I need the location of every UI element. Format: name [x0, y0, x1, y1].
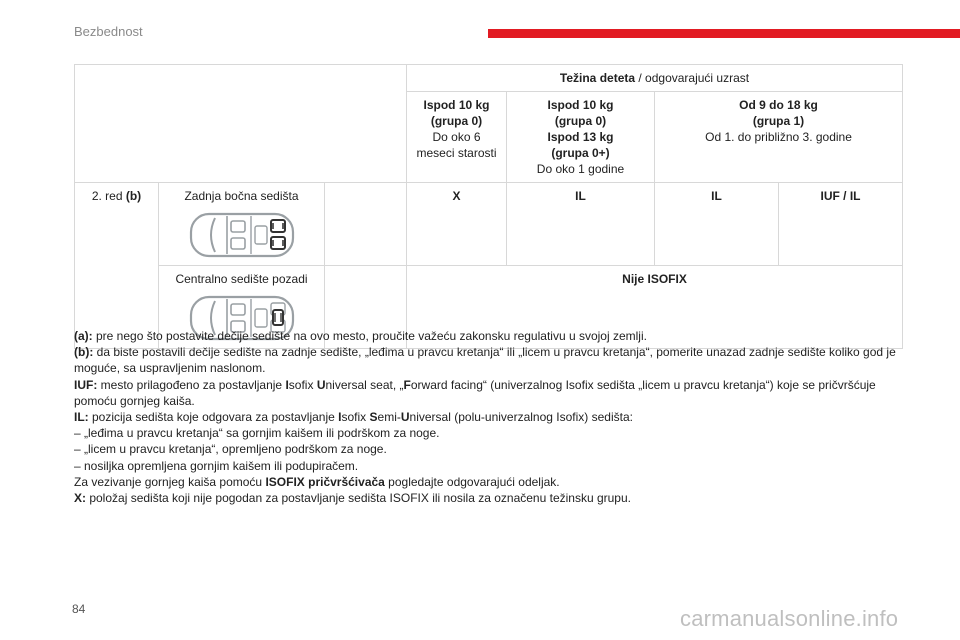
- table-cell: IL: [655, 183, 779, 266]
- note-text: položaj sedišta koji nije pogodan za postavljanje sedišta ISOFIX ili nosila za označenu težinsku grupu.: [86, 491, 631, 506]
- section-title: Bezbednost: [74, 24, 143, 39]
- seat-position-label: Centralno sedište pozadi: [175, 272, 308, 286]
- table-cell: IL: [507, 183, 655, 266]
- seat-position-label: Zadnja bočna sedišta: [184, 189, 299, 203]
- note-emphasis: S: [369, 410, 378, 425]
- table-cell: IUF / IL: [779, 183, 903, 266]
- table-row: [75, 183, 903, 266]
- age-line: Od 1. do približno 3. godine: [705, 130, 852, 144]
- table-header-row: [75, 65, 903, 92]
- watermark: carmanualsonline.info: [680, 606, 899, 631]
- group-line: Od 9 do 18 kg: [739, 98, 818, 112]
- note-emphasis: I: [285, 377, 289, 392]
- group-line: (grupa 0): [430, 114, 483, 128]
- note-emphasis: U: [400, 410, 410, 425]
- empty-subheader-cell: [75, 92, 407, 183]
- note-text: sofix: [288, 377, 317, 392]
- group-line: (grupa 0): [554, 114, 607, 128]
- note-il: [74, 409, 904, 425]
- note-tether: [74, 474, 904, 490]
- note-text: Za vezivanje gornjeg kaiša pomoću: [74, 474, 266, 489]
- table-cell: X: [407, 183, 507, 266]
- note-b: [74, 344, 904, 376]
- age-line: meseci starosti: [416, 146, 497, 160]
- group-line: Ispod 10 kg: [423, 98, 490, 112]
- note-text: pogledajte odgovarajući odeljak.: [384, 474, 560, 489]
- note-dash-item: – „leđima u pravcu kretanja“ sa gornjim kaišem ili podrškom za noge.: [74, 426, 440, 441]
- empty-header-cell: [75, 65, 407, 92]
- group-line: Ispod 13 kg: [547, 130, 614, 144]
- note-text: orward facing“ (univerzalnog Isofix sedišta „licem u pravcu kretanja“) koje se pričvršćuje pomoću gornjeg kaiša.: [74, 377, 876, 408]
- group-column-header: [507, 92, 655, 183]
- age-line: Do oko 1 godine: [536, 162, 625, 176]
- group-line: (grupa 0+): [551, 146, 610, 160]
- note-dash-item: – nosiljka opremljena gornjim kaišem ili podupiračem.: [74, 458, 359, 473]
- isofix-table: [74, 64, 903, 349]
- note-dash-item: – „licem u pravcu kretanja“, opremljeno podrškom za noge.: [74, 442, 387, 457]
- group-column-header: [655, 92, 903, 183]
- note-text: niversal (polu-univerzalnog Isofix) sedišta:: [409, 410, 633, 425]
- weight-header-cell: [407, 65, 903, 92]
- note-emphasis: F: [403, 377, 411, 392]
- group-line: (grupa 1): [752, 114, 805, 128]
- empty-cell: [325, 183, 407, 266]
- row-label-cell: [75, 183, 159, 349]
- note-emphasis: U: [316, 377, 326, 392]
- table-subheader-row: [75, 92, 903, 183]
- group-column-header: [407, 92, 507, 183]
- seat-position-cell: [159, 183, 325, 266]
- note-key: (a):: [74, 329, 93, 343]
- note-text: da biste postavili dečije sedište na zadnje sedište, „leđima u pravcu kretanja“ ili „licem u pravcu kretanja“, pomerite unazad zadnje sedište koliko god je moguće, sa uspravljenim naslonom.: [74, 345, 896, 376]
- note-text: sofix: [341, 410, 370, 425]
- note-a: [74, 328, 904, 344]
- group-line: Ispod 10 kg: [547, 98, 614, 112]
- note-key: IL:: [74, 410, 89, 425]
- table-cell: Nije ISOFIX: [407, 266, 903, 349]
- note-emphasis: I: [338, 410, 342, 425]
- weight-header-text: / odgovarajući uzrast: [635, 71, 750, 85]
- note-text: pre nego što postavite dečije sedište na ovo mesto, proučite važeću zakonsku regulativu u svojoj zemlji.: [92, 329, 647, 343]
- note-key: X:: [74, 491, 86, 506]
- note-text: emi-: [377, 410, 401, 425]
- row-label: 2. red: [91, 189, 126, 203]
- row-label-bold: (b): [125, 189, 142, 203]
- rear-side-seats-car-icon: [187, 210, 297, 260]
- note-text: pozicija sedišta koje odgovara za postavljanje: [88, 410, 339, 425]
- note-key: IUF:: [74, 377, 98, 392]
- age-line: Do oko 6: [432, 130, 481, 144]
- note-text: niversal seat, „: [325, 377, 404, 392]
- note-emphasis: ISOFIX pričvršćivača: [265, 474, 385, 489]
- note-text: mesto prilagođeno za postavljanje: [97, 377, 286, 392]
- note-x: [74, 490, 904, 506]
- note-iuf: [74, 377, 904, 409]
- page-number: 84: [72, 602, 86, 616]
- weight-header-bold: Težina deteta: [559, 71, 636, 85]
- header-accent-bar: [488, 29, 960, 38]
- notes-block: [74, 328, 904, 506]
- note-key: (b):: [74, 345, 94, 360]
